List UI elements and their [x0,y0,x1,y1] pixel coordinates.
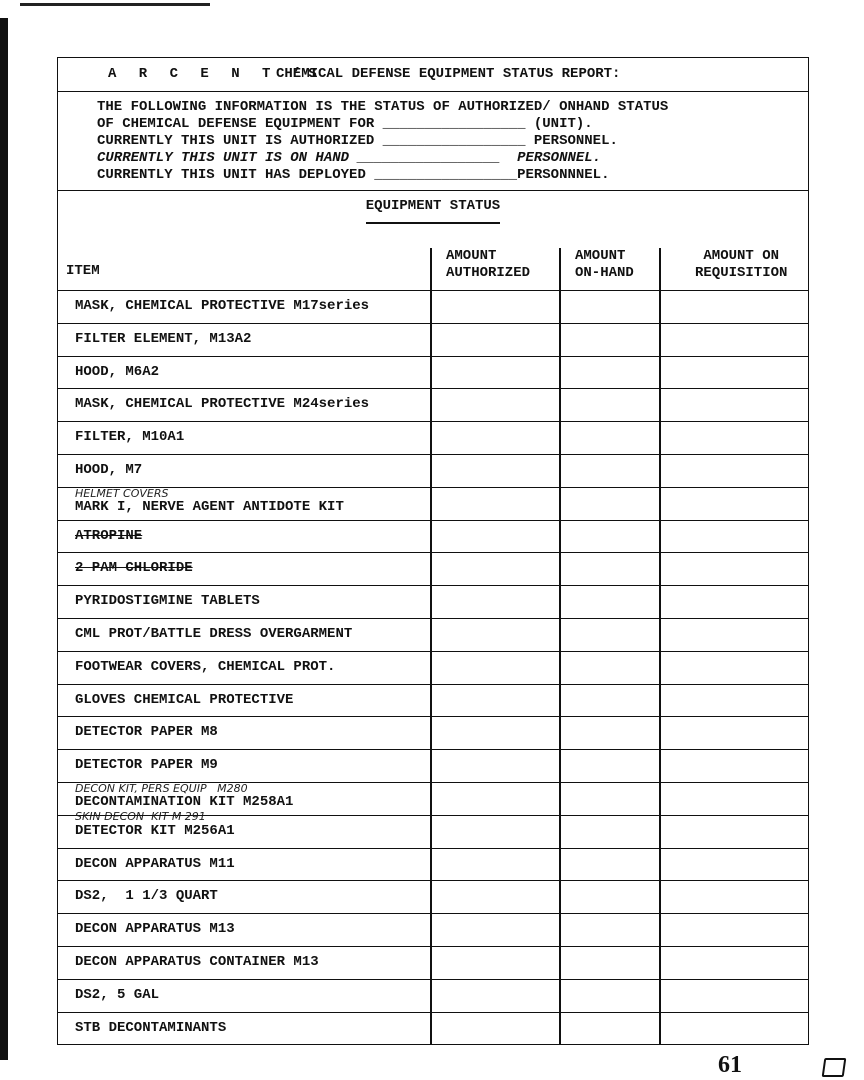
table-row [58,1012,808,1045]
item-label: DETECTOR PAPER M9 [75,757,218,774]
item-label: DECON APPARATUS M13 [75,921,235,938]
table-row [58,782,808,823]
table-row [58,815,808,848]
section-title [58,198,808,224]
handwritten-note: DECON KIT, PERS EQUIP M280 [75,782,248,795]
item-label: DS2, 1 1/3 QUART [75,888,218,905]
col-requisition [695,248,787,282]
info-line: CURRENTLY THIS UNIT HAS DEPLOYED _________________PERSONNNEL. [97,167,610,183]
item-label: MASK, CHEMICAL PROTECTIVE M17series [75,298,370,314]
scan-edge [0,18,8,1060]
item-label: HOOD, M6A2 [75,363,160,380]
info-section [58,92,808,191]
table-row [58,946,808,979]
item-label: 2 PAM CHLORIDE [75,560,193,577]
item-label: DECON APPARATUS CONTAINER M13 [75,954,319,970]
table-row [58,848,808,881]
table-row [58,290,808,323]
table-row [58,454,808,487]
item-label: STB DECONTAMINANTS [75,1019,227,1036]
table-row [58,487,808,520]
item-label: MASK, CHEMICAL PROTECTIVE M24series [75,396,370,413]
col-authorized [446,248,530,282]
item-label: FOOTWEAR COVERS, CHEMICAL PROT. [75,658,336,675]
title-arcent: A R C E N T ’S [108,66,324,82]
report-title [58,58,808,92]
table-row [58,651,808,684]
col-authorized-1: AMOUNT [446,248,497,264]
section-title-text: EQUIPMENT STATUS [366,198,500,224]
item-label: HOOD, M7 [75,462,143,478]
item-label: DECONTAMINATION KIT M258A1 [75,794,294,810]
table-row [58,716,808,749]
item-label: MARK I, NERVE AGENT ANTIDOTE KIT [75,498,344,515]
report-form [57,57,809,1045]
item-label: DS2, 5 GAL [75,986,160,1003]
table-row [58,323,808,356]
item-label: GLOVES CHEMICAL PROTECTIVE [75,691,294,708]
table-row [58,520,808,553]
table-row [58,684,808,717]
item-label: DECON APPARATUS M11 [75,855,235,872]
title-text: CHEMICAL DEFENSE EQUIPMENT STATUS REPORT: [276,66,621,82]
table-row [58,585,808,618]
info-line: CURRENTLY THIS UNIT IS AUTHORIZED _________________ PERSONNEL. [97,133,618,149]
table-row [58,388,808,421]
col-req-1: AMOUNT ON [703,248,780,264]
item-label: PYRIDOSTIGMINE TABLETS [75,593,260,610]
table-row [58,880,808,913]
info-line: THE FOLLOWING INFORMATION IS THE STATUS OF AUTHORIZED/ ONHAND STATUS [97,99,669,115]
table-row [58,618,808,651]
item-label: DETECTOR KIT M256A1 [75,822,235,839]
item-label: FILTER ELEMENT, M13A2 [75,330,252,347]
table-row [58,356,808,389]
item-label: DETECTOR PAPER M8 [75,724,218,741]
item-label: CML PROT/BATTLE DRESS OVERGARMENT [75,626,353,642]
col-onhand-1: AMOUNT [575,248,626,264]
table-row [58,552,808,585]
box-mark-icon [822,1058,847,1077]
table-row [58,421,808,454]
col-onhand-2: ON-HAND [575,265,634,281]
col-authorized-2: AUTHORIZED [446,265,531,281]
col-item: ITEM [66,263,100,279]
table-row [58,979,808,1012]
page-number: 61 [718,1052,742,1078]
scan-artifact [20,3,210,6]
col-req-2: REQUISITION [695,265,788,281]
item-label: ATROPINE [75,527,143,544]
handwritten-note: HELMET COVERS [75,486,169,500]
table-row [58,913,808,946]
info-line: OF CHEMICAL DEFENSE EQUIPMENT FOR _________________ (UNIT). [97,116,593,132]
item-label: FILTER, M10A1 [75,429,185,446]
handwritten-note: SKIN DECON KIT M 291 [75,810,206,823]
info-line: CURRENTLY THIS UNIT IS ON HAND _________________ PERSONNEL. [97,150,602,166]
table-row [58,749,808,782]
col-onhand [575,248,634,282]
